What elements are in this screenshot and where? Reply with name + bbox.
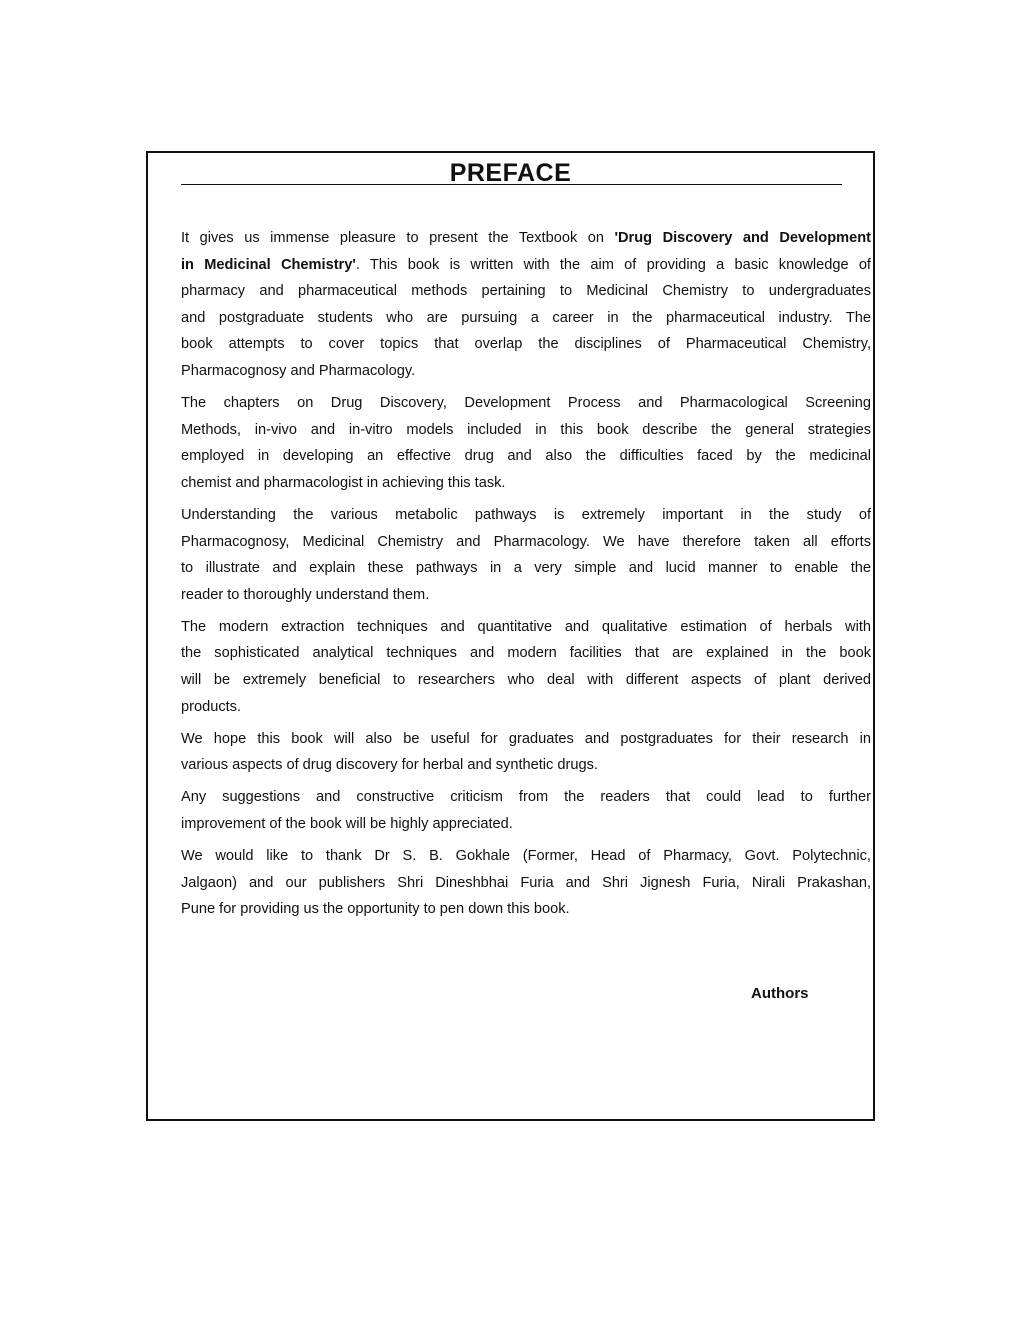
text-line: We hope this book will also be useful for graduates and postgraduates for their research in [181,730,871,747]
text-line: pharmacy and pharmaceutical methods pertaining to Medicinal Chemistry to undergraduates [181,283,871,300]
text-line: Pune for providing us the opportunity to pen down this book. [181,901,570,918]
paragraph [181,726,871,779]
text-line: products. [181,698,242,715]
text-line: The chapters on Drug Discovery, Development Process and Pharmacological Screening [181,395,871,412]
text-line: Understanding the various metabolic pathways is extremely important in the study of [181,506,871,523]
text-line: will be extremely beneficial to researchers who deal with different aspects of plant derived [181,672,871,688]
text-line: Methods, in-vivo and in-vitro models included in this book describe the general strategies [181,421,871,438]
text-line: Jalgaon) and our publishers Shri Dineshbhai Furia and Shri Jignesh Furia, Nirali Prakashan, [181,874,871,891]
title-underline [181,184,842,185]
paragraph [181,225,871,385]
paragraph [181,843,871,923]
text-line: book attempts to cover topics that overlap the disciplines of Pharmaceutical Chemistry, [181,336,871,353]
text-line: employed in developing an effective drug and also the difficulties faced by the medicinal [181,448,871,465]
paragraph [181,390,871,496]
text-line [181,252,871,279]
text-line: various aspects of drug discovery for herbal and synthetic drugs. [181,757,598,774]
text-line: The modern extraction techniques and quantitative and qualitative estimation of herbals with [181,618,871,635]
text-line: to illustrate and explain these pathways in a very simple and lucid manner to enable the [181,560,871,577]
text-run: . This book is written with the aim of providing a basic knowledge of [355,256,871,273]
text-line [181,225,871,252]
text-line: Pharmacognosy and Pharmacology. [181,362,416,379]
text-line: chemist and pharmacologist in achieving this task. [181,474,506,491]
preface-body [181,225,871,928]
text-line: We would like to thank Dr S. B. Gokhale (Former, Head of Pharmacy, Govt. Polytechnic, [181,848,871,865]
book-title-bold: 'Drug Discovery and Development [614,230,871,246]
page-title: PREFACE [449,159,572,187]
paragraph [181,614,871,720]
paragraph [181,502,871,608]
text-run: It gives us immense pleasure to present the Textbook on [181,230,615,246]
preface-frame [146,151,875,1121]
text-line: Any suggestions and constructive criticism from the readers that could lead to further [181,789,871,806]
text-line: the sophisticated analytical techniques and modern facilities that are explained in the book [181,645,871,662]
paragraph [181,784,871,837]
signature-authors: Authors [751,985,809,1002]
text-line: Pharmacognosy, Medicinal Chemistry and Pharmacology. We have therefore taken all efforts [181,533,871,550]
text-line: and postgraduate students who are pursuing a career in the pharmaceutical industry. The [181,309,871,326]
book-title-bold: in Medicinal Chemistry' [181,256,356,273]
text-line: improvement of the book will be highly appreciated. [181,815,513,832]
text-line: reader to thoroughly understand them. [181,586,430,603]
